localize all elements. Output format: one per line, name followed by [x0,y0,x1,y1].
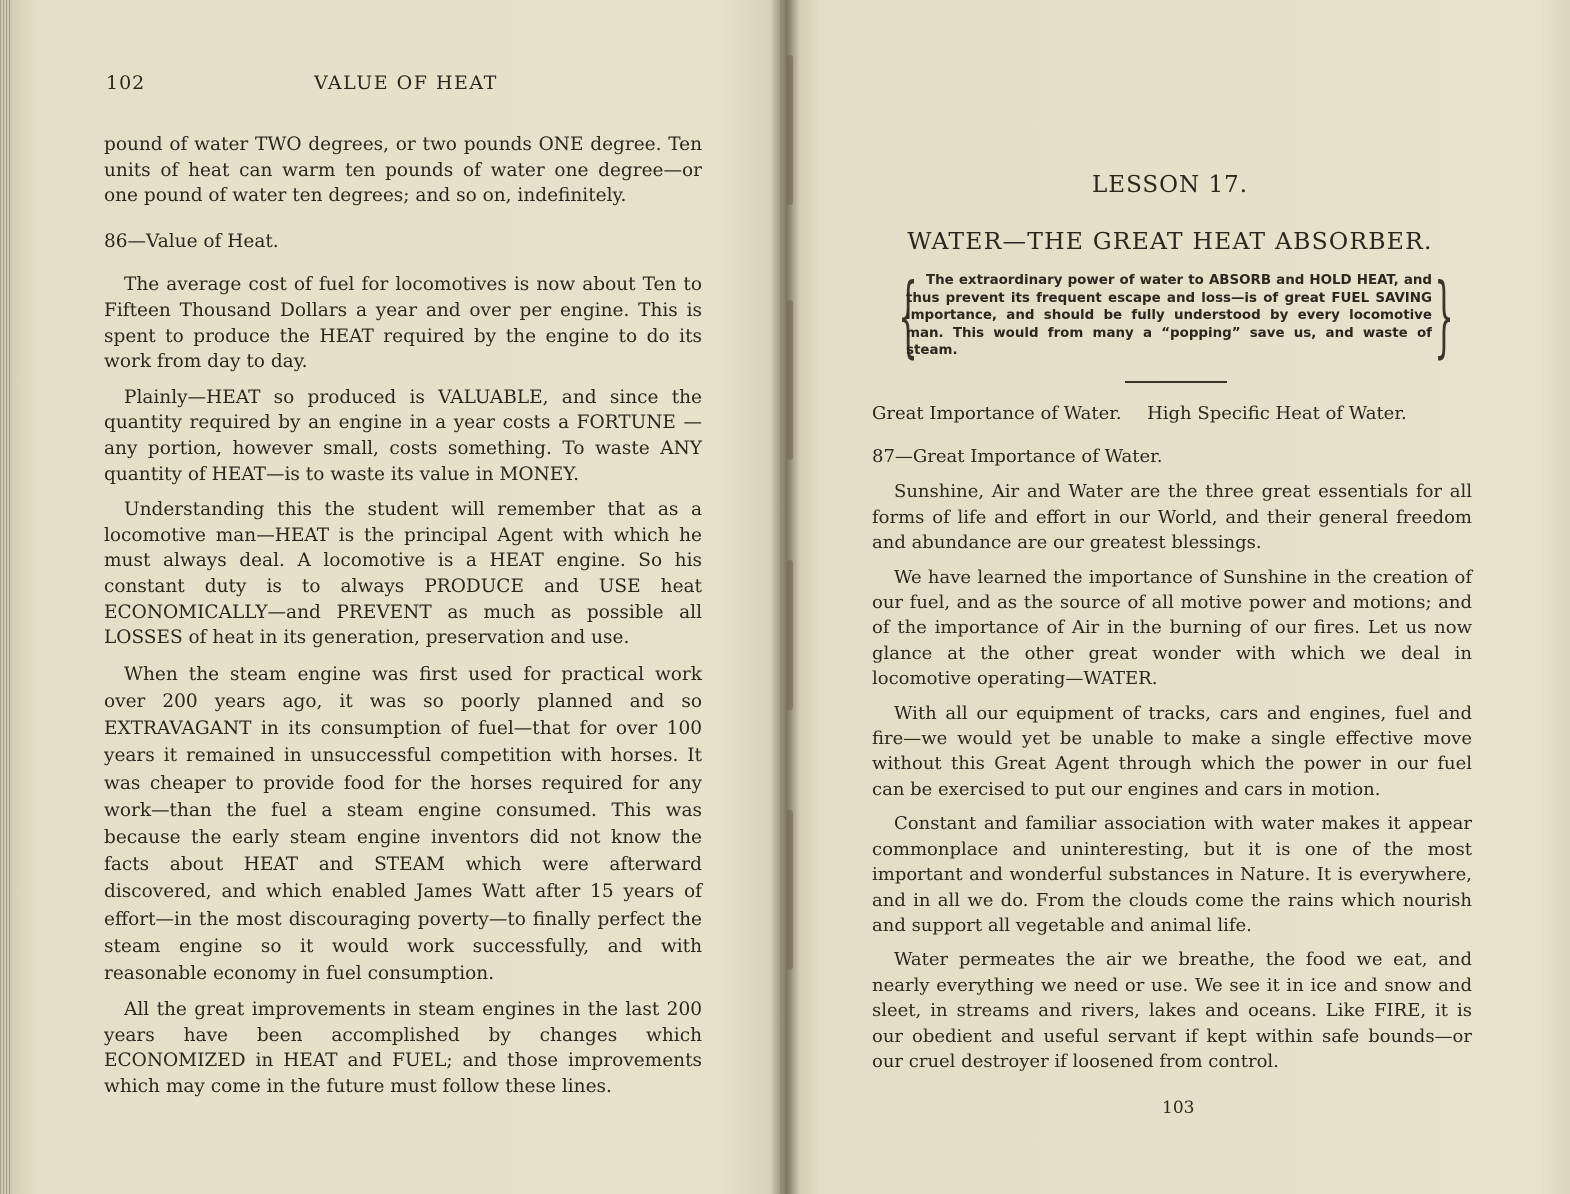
paragraph: Sunshine, Air and Water are the three great essentials for all forms of life and effort in our World, and their general freedom and abundance are our greatest blessings. [872,481,1472,554]
topic: High Specific Heat of Water. [1147,403,1407,424]
paragraph: We have learned the importance of Sunshine in the creation of our fuel, and as the source of all motive power and motions; and of the importance of Air in the burning of our fires. Let us now glance at the other great wonder with which we deal in locomotive operating—WATER. [872,566,1472,690]
paragraph: pound of water TWO degrees, or two pounds ONE degree. Ten units of heat can warm ten pounds of water one degree—or one pound of water ten degrees; and so on, indefinitely. [104,134,702,207]
paragraph: The average cost of fuel for locomotives is now about Ten to Fifteen Thousand Dollars a year and over per engine. This is spent to produce the HEAT required by the engine to do its work from day to day. [104,274,702,373]
paragraph: Plainly—HEAT so produced is VALUABLE, and since the quantity required by an engine in a year costs a FORTUNE —any portion, however small, costs something. To waste ANY quantity of HEAT—is to waste its value in MONEY. [104,386,702,485]
right-brace-icon: } [1434,264,1454,367]
binding-thread [787,560,793,710]
right-text-column [872,444,1472,1083]
left-text-column [104,132,702,1110]
topics-line [872,403,1472,424]
book-gutter [770,0,800,1194]
paragraph: Understanding this the student will remember that as a locomotive man—HEAT is the principal Agent with which he must always deal. A locomotive is a HEAT engine. So his constant duty is to always PRODUCE and USE heat ECONOMICALLY—and PREVENT as much as possible all LOSSES of heat in its generation, preservation and use. [104,499,702,649]
paragraph: Water permeates the air we breathe, the food we eat, and nearly everything we need or use. We see it in ice and snow and sleet, in streams and rivers, lakes and oceans. Like FIRE, it is our obedient and useful servant if kept within safe bounds—or our cruel destroyer if loosened from control. [872,949,1472,1072]
running-head-title: VALUE OF HEAT [314,72,498,94]
divider-rule [1125,381,1227,383]
section-heading: 87—Great Importance of Water. [872,446,1163,467]
left-brace-icon: { [898,264,918,367]
binding-thread [787,55,793,205]
page-edge-lines [0,0,12,1194]
binding-thread [787,810,793,970]
left-page [0,0,780,1194]
lesson-number: LESSON 17. [1092,172,1249,198]
paragraph: Constant and familiar association with water makes it appear commonplace and uninteresting, but it is one of the most important and wonderful substances in Nature. It is everywhere, and in all we do. From the clouds come the rains which nourish and support all vegetable and animal life. [872,813,1472,936]
lesson-title: WATER—THE GREAT HEAT ABSORBER. [907,227,1433,255]
summary-text: The extraordinary power of water to ABSORB and HOLD HEAT, and thus prevent its frequent escape and loss—is of great FUEL SAVING importance, and should be fully understood by every locomotive man. This would from many a “popping” save us, and waste of steam. [906,273,1432,358]
left-page-number: 102 [106,72,146,94]
lesson-summary [888,264,1458,367]
section-heading: 86—Value of Heat. [104,230,279,252]
paragraph: All the great improvements in steam engines in the last 200 years have been accomplished by changes which ECONOMIZED in HEAT and FUEL; and those improvements which may come in the future must follow these lines. [104,999,702,1097]
binding-thread [787,300,793,460]
paragraph: With all our equipment of tracks, cars and engines, fuel and fire—we would yet be unable to make a single effective move without this Great Agent through which the power in our fuel can be exercised to put our engines and cars in motion. [872,702,1472,800]
paragraph: When the steam engine was first used for practical work over 200 years ago, it was so poorly planned and so EXTRAVAGANT in its consumption of fuel—that for over 100 years it remained in unsuccessful competition with horses. It was cheaper to provide food for the horses required for any work—than the fuel a steam engine consumed. This was because the early steam engine inventors did not know the facts about HEAT and STEAM which were afterward discovered, and which enabled James Watt after 15 years of effort—in the most discouraging poverty—to finally perfect the steam engine so it would work successfully, and with reasonable economy in fuel consumption. [104,663,702,984]
right-page-number: 103 [1162,1098,1195,1118]
topic: Great Importance of Water. [872,403,1122,424]
